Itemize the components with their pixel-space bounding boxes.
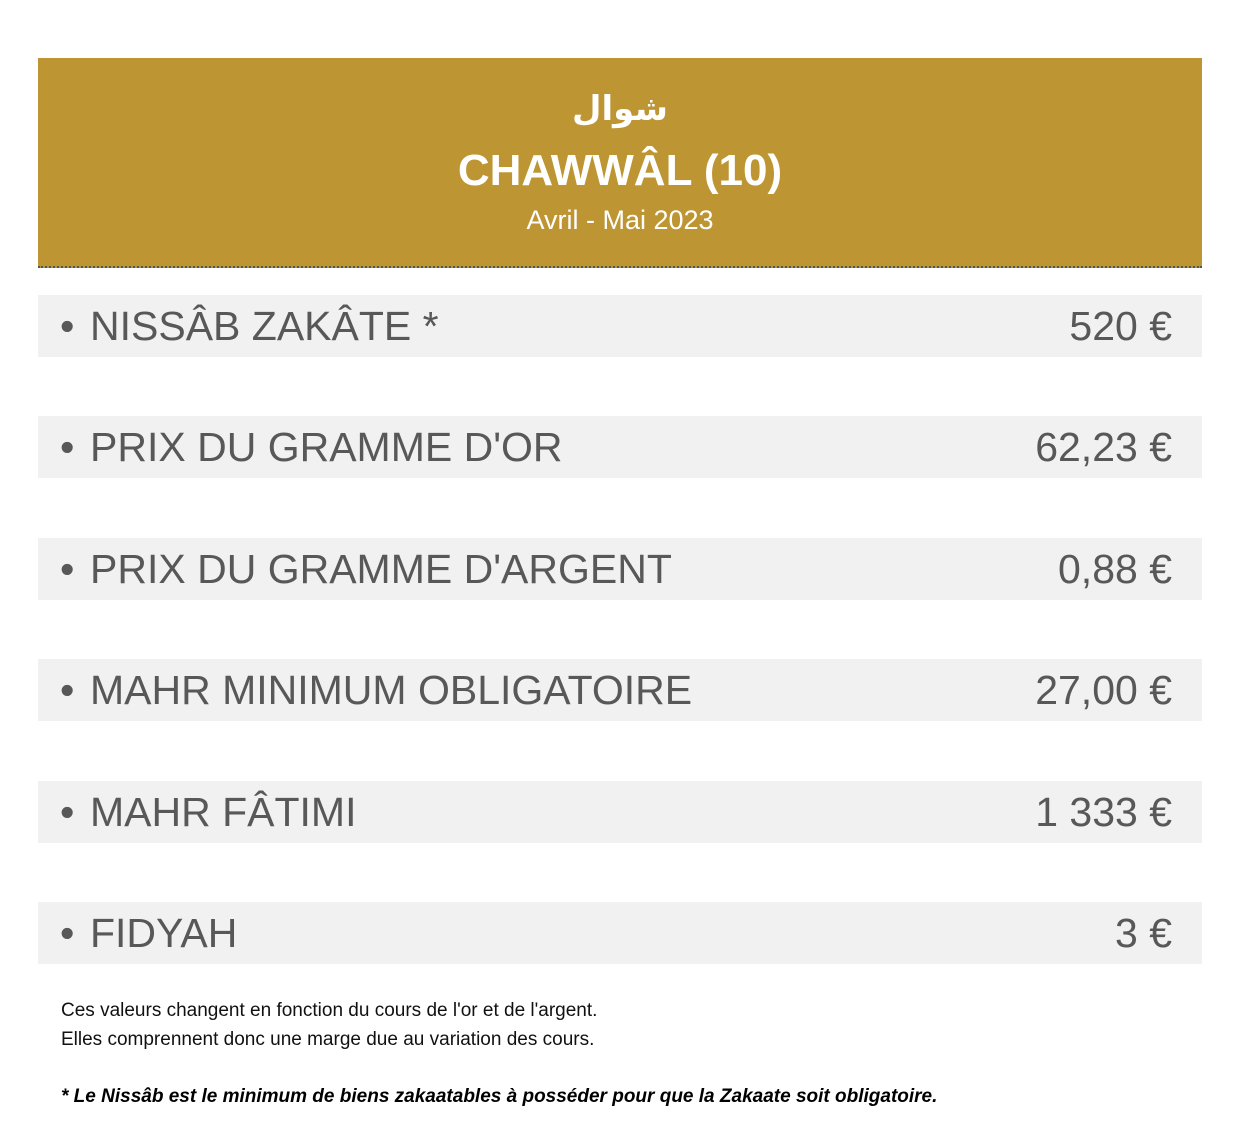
row-label-text: MAHR MINIMUM OBLIGATOIRE — [90, 667, 693, 713]
nissab-footnote: * Le Nissâb est le minimum de biens zakaatables à posséder pour que la Zakaate soit obligatoire. — [61, 1086, 938, 1107]
row-prix-gramme-or — [38, 416, 1202, 478]
month-header — [38, 58, 1202, 268]
bullet-icon: • — [60, 789, 75, 835]
row-label-text: MAHR FÂTIMI — [90, 789, 357, 835]
row-label — [60, 659, 692, 721]
arabic-month-title: شوال — [572, 89, 668, 129]
row-value: 3 € — [1115, 910, 1172, 956]
bullet-icon: • — [60, 303, 75, 349]
row-label — [60, 902, 237, 964]
row-value: 62,23 € — [1035, 424, 1172, 470]
row-label — [60, 538, 672, 600]
note-line-1: Ces valeurs changent en fonction du cours de l'or et de l'argent. — [61, 1000, 598, 1021]
note-line-2: Elles comprennent donc une marge due au variation des cours. — [61, 1029, 595, 1050]
period-subtitle: Avril - Mai 2023 — [526, 205, 714, 235]
bullet-icon: • — [60, 424, 75, 470]
row-mahr-fatimi — [38, 781, 1202, 843]
row-label — [60, 416, 563, 478]
bullet-icon: • — [60, 667, 75, 713]
row-value: 520 € — [1069, 303, 1172, 349]
row-label-text: PRIX DU GRAMME D'ARGENT — [90, 546, 672, 592]
row-label — [60, 295, 439, 357]
row-nissab-zakate — [38, 295, 1202, 357]
row-label — [60, 781, 356, 843]
month-title: CHAWWÂL (10) — [457, 146, 783, 195]
row-label-text: NISSÂB ZAKÂTE * — [90, 303, 439, 349]
bullet-icon: • — [60, 910, 75, 956]
row-value: 1 333 € — [1035, 789, 1172, 835]
row-mahr-minimum — [38, 659, 1202, 721]
row-prix-gramme-argent — [38, 538, 1202, 600]
row-label-text: FIDYAH — [90, 910, 238, 956]
row-label-text: PRIX DU GRAMME D'OR — [90, 424, 563, 470]
bullet-icon: • — [60, 546, 75, 592]
row-value: 27,00 € — [1035, 667, 1172, 713]
row-fidyah — [38, 902, 1202, 964]
row-value: 0,88 € — [1058, 546, 1172, 592]
